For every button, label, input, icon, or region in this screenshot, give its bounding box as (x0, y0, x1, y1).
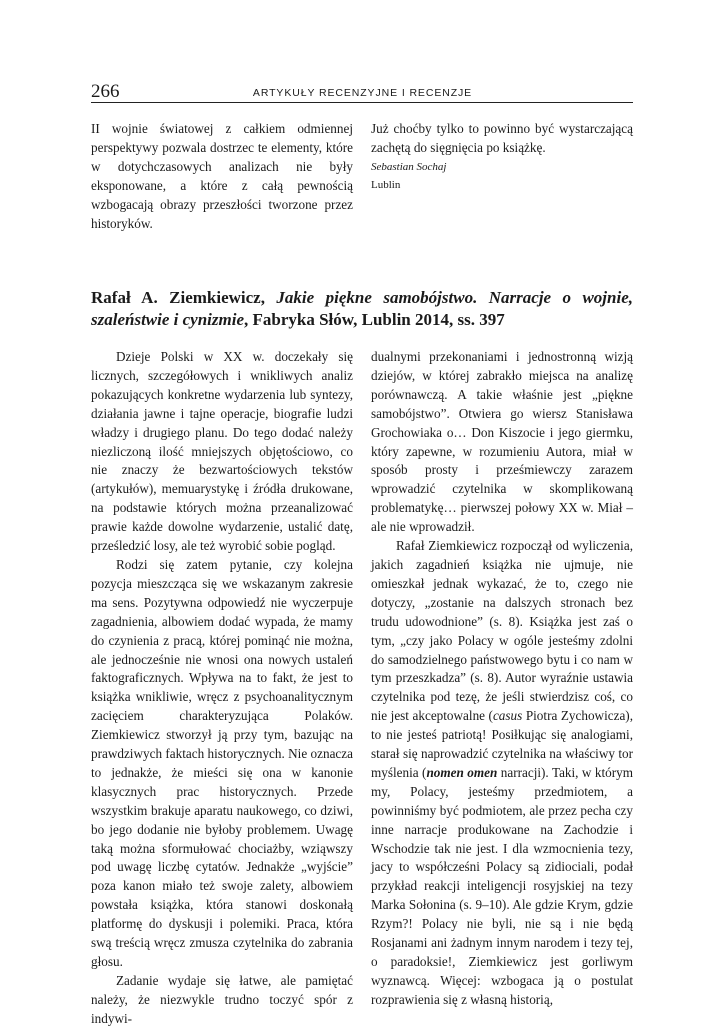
review-author: Rafał A. Ziemkiewicz, (91, 288, 265, 307)
page-number: 266 (91, 81, 120, 102)
prev-review-left-column (91, 120, 353, 233)
header-rule (91, 102, 633, 103)
prev-review-author: Sebastian Sochaj (371, 160, 447, 173)
review-paragraph: Zadanie wydaje się łatwe, ale pamiętać należy, że niezwykle trudno toczyć spór z indywi- (91, 972, 353, 1026)
review-text-segment: narracji). Taki, w którym my, Polacy, jesteśmy przedmiotem, a powinniśmy być podmiotem, ale przez pecha czy inne narracje produkowane na Zachodzie i Wschodzie tak nie jest. I dla wzmocnienia tezy, jacy to współcześni Polacy są zidiociali, podał przykład reakcji inteligencji rosyjskiej na tezy Marka Sołonina (s. 9–10). Ale gdzie Krym, gdzie Rzym?! Polacy nie byli, nie są i nie będą Rosjanami ani żadnym innym narodem i tezy tej, o paradoksie!, Ziemkiewicz jest gorliwym wyznawcą. Więcej: wzbogaca ją o postulat rozprawienia się z własną historią, (371, 764, 633, 1007)
review-bold-italic-term: nomen omen (426, 764, 498, 780)
prev-review-place: Lublin (371, 178, 401, 191)
prev-review-right-column (371, 120, 633, 194)
running-head: ARTYKUŁY RECENZYJNE I RECENZJE (252, 87, 473, 99)
prev-review-right-paragraph: Już choćby tylko to powinno być wystarczającą zachętą do sięgnięcia po książkę. (371, 121, 633, 155)
review-italic-term: casus (492, 708, 523, 724)
review-right-column (371, 348, 633, 1010)
prev-review-left-paragraph: II wojnie światowej z całkiem odmiennej perspektywy pozwala dostrzec te elementy, które w dotychczasowych analizach nie były eksponowane, a które z całą pewnością wzbogacają obrazy przeszłości tworzone przez historyków. (91, 121, 353, 231)
review-publisher: , Fabryka Słów, Lublin 2014, ss. 397 (244, 309, 505, 329)
review-paragraph: Dzieje Polski w XX w. doczekały się licznych, szczegółowych i wnikliwych analiz pokazujących konkretne wydarzenia lub syntezy, działania jawne i tajne operacje, biografie ludzi władzy i drugiego planu. Do tego dodać należy niezliczoną ilość mniejszych objętościowo, co nie znaczy że bezwartościowych tekstów (artykułów), memuarystykę i źródła drukowane, na podstawie których można przeanalizować prawie każde dowolne wydarzenie, ustalić datę, prześledzić losy, ale też wyrobić sobie pogląd. (91, 349, 353, 554)
review-text-segment: Piotra Zychowicza), to nie jesteś patriotą! Posiłkując się analogiami, starał się naprowadzić czytelnika na właściwy tor myślenia ( (371, 708, 633, 780)
review-paragraph: dualnymi przekonaniami i jednostronną wizją dziejów, w której zabrakło miejsca na analizę porównawczą. A takie właśnie jest „piękne samobójstwo”. Otwiera go wiersz Stanisława Grochowiaka o… Don Kiszocie i jego giermku, który zapewne, w rozumieniu Autora, miał w sposób prosty i prześmiewczy zarazem wprowadzić czytelnika w skomplikowaną problematykę… pierwszej połowy XX w. Miał – ale nie wprowadził. (371, 349, 633, 535)
review-text-segment: Rafał Ziemkiewicz rozpoczął od wyliczenia, jakich zagadnień książka nie ujmuje, nie omieszkał jednak wykazać, że to, czego nie dotyczy, „zostanie na dalszych stronach bez trudu udowodnione” (s. 8). Książka jest zaś o tym, „czy jako Polacy w ogóle jesteśmy zdolni do samodzielnego państwowego bytu i co nam w tym przeszkadza” (s. 8). Autor wyraźnie ustawia czytelnika pod tezę, że jeśli stwierdzisz coś, co nie jest akceptowalne ( (371, 538, 633, 724)
review-heading (91, 287, 633, 330)
review-left-column (91, 348, 353, 1029)
review-paragraph: Rodzi się zatem pytanie, czy kolejna pozycja mieszcząca się we wskazanym zakresie ma sens. Pozytywna odpowiedź nie wyczerpuje zagadnienia, albowiem dodać wypada, że mamy do czynienia z pracą, której pominąć nie można, ale jednocześnie nie wnosi ona nowych ustaleń faktograficznych. Wpływa na to fakt, że jest to książka wnikliwie, wręcz z psychoanalitycznym zacięciem charakteryzująca Polaków. Ziemkiewicz stworzył ją przy tym, bazując na prawdziwych faktach historycznych. Nie oznacza to jednakże, że mieści się ona w kanonie klasycznych prac historycznych. Przede wszystkim brakuje aparatu naukowego, co dziwi, bo jego dodanie nie byłoby problemem. Uwagę taką można sformułować chociażby, wziąwszy pod uwagę liczbę cytatów. Jednakże „wyjście” poza kanon miało też swoje zalety, albowiem powstała książka, która stanowi doskonałą platformę do dyskusji i polemiki. Praca, która swą treścią wręcz zmusza czytelnika do zabrania głosu. (91, 556, 353, 969)
review-paragraph (371, 537, 633, 1010)
review-book-title: Jakie piękne samobójstwo. Narracje o wojnie, szaleństwie i cynizmie (91, 288, 634, 329)
